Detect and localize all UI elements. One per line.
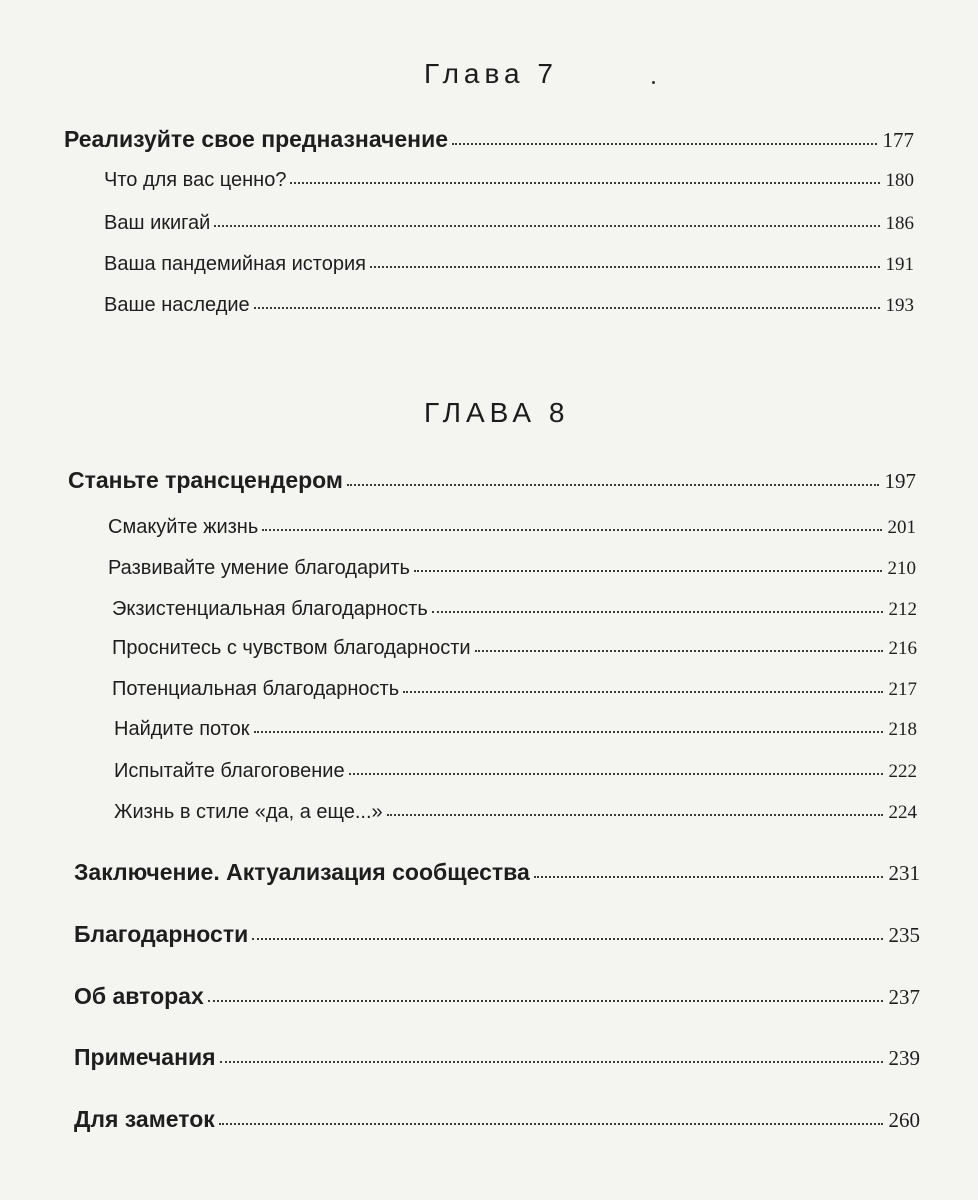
dot-leader (403, 691, 882, 693)
toc-page-number: 235 (888, 923, 920, 947)
toc-page-number: 260 (888, 1108, 920, 1132)
toc-page-number: 231 (888, 861, 920, 885)
toc-entry-title: Заключение. Актуализация сообщества (74, 859, 530, 885)
dot-leader (475, 650, 883, 652)
dot-leader (387, 814, 883, 816)
toc-entry-sub (104, 203, 914, 233)
toc-entry-title: Потенциальная благодарность (112, 678, 400, 700)
toc-page-number: 218 (888, 719, 917, 740)
toc-entry-main (74, 916, 920, 946)
chapter-8-heading: ГЛАВА 8 (424, 397, 570, 428)
toc-page-number: 239 (888, 1046, 920, 1070)
toc-entry-main (64, 121, 914, 151)
toc-entry-sub (104, 160, 914, 190)
dot-leader (252, 938, 882, 940)
toc-entry-title: Что для вас ценно? (104, 169, 287, 191)
dot-leader (414, 570, 882, 572)
toc-entry-title: Примечания (74, 1044, 216, 1070)
toc-entry-title: Ваше наследие (104, 294, 250, 316)
toc-entry-title: Об авторах (74, 983, 204, 1009)
toc-page-number: 191 (885, 254, 914, 275)
dot-leader (534, 876, 883, 878)
toc-entry-title: Проснитесь с чувством благодарности (112, 637, 471, 659)
toc-page-number: 193 (885, 295, 914, 316)
toc-page-number: 217 (888, 679, 917, 700)
dot-leader (370, 266, 880, 268)
toc-entry-sub (112, 589, 917, 619)
dot-leader (254, 731, 883, 733)
toc-entry-title: Реализуйте свое предназначение (64, 126, 449, 152)
toc-entry-title: Развивайте умение благодарить (108, 557, 410, 579)
toc-entry-title: Для заметок (74, 1106, 215, 1132)
toc-entry-main (74, 1039, 920, 1069)
toc-entry-title: Ваша пандемийная история (104, 253, 366, 275)
toc-page-number: 210 (887, 558, 916, 579)
dot-leader (254, 307, 880, 309)
dot-leader (220, 1061, 883, 1063)
toc-page-number: 216 (888, 638, 917, 659)
dot-leader (432, 611, 883, 613)
toc-entry-title: Станьте трансцендером (68, 467, 343, 493)
toc-entry-sub (104, 244, 914, 274)
toc-entry-main (74, 1101, 920, 1131)
toc-entry-title: Ваш икигай (104, 212, 211, 234)
dot-leader (208, 1000, 883, 1002)
toc-page-number: 197 (884, 469, 916, 493)
ink-speck (652, 81, 655, 84)
toc-entry-title: Испытайте благоговение (114, 760, 345, 782)
dot-leader (262, 529, 881, 531)
toc-entry-sub (114, 709, 917, 739)
toc-page-number: 186 (885, 213, 914, 234)
toc-entry-title: Благодарности (74, 921, 249, 947)
toc-page-number: 177 (882, 128, 914, 152)
toc-entry-title: Жизнь в стиле «да, а еще...» (114, 801, 383, 823)
toc-page-number: 224 (888, 802, 917, 823)
chapter-7-heading: Глава 7 (424, 58, 558, 89)
dot-leader (349, 773, 883, 775)
toc-entry-sub (114, 751, 917, 781)
toc-entry-main (74, 978, 920, 1008)
toc-entry-sub (108, 548, 916, 578)
dot-leader (347, 484, 879, 486)
toc-page-number: 212 (888, 599, 917, 620)
toc-entry-sub (112, 628, 917, 658)
dot-leader (219, 1123, 883, 1125)
toc-entry-title: Экзистенциальная благодарность (112, 598, 428, 620)
toc-page-number: 201 (887, 517, 916, 538)
toc-page-number: 180 (885, 170, 914, 191)
dot-leader (290, 182, 879, 184)
toc-entry-title: Найдите поток (114, 718, 250, 740)
toc-page-number: 222 (888, 761, 917, 782)
toc-entry-main (68, 462, 916, 492)
toc-entry-sub (112, 669, 917, 699)
toc-entry-main (74, 854, 920, 884)
dot-leader (214, 225, 879, 227)
toc-entry-sub (108, 507, 916, 537)
dot-leader (452, 143, 876, 145)
toc-entry-sub (114, 792, 917, 822)
toc-entry-sub (104, 285, 914, 315)
toc-entry-title: Смакуйте жизнь (108, 516, 259, 538)
toc-page-number: 237 (888, 985, 920, 1009)
